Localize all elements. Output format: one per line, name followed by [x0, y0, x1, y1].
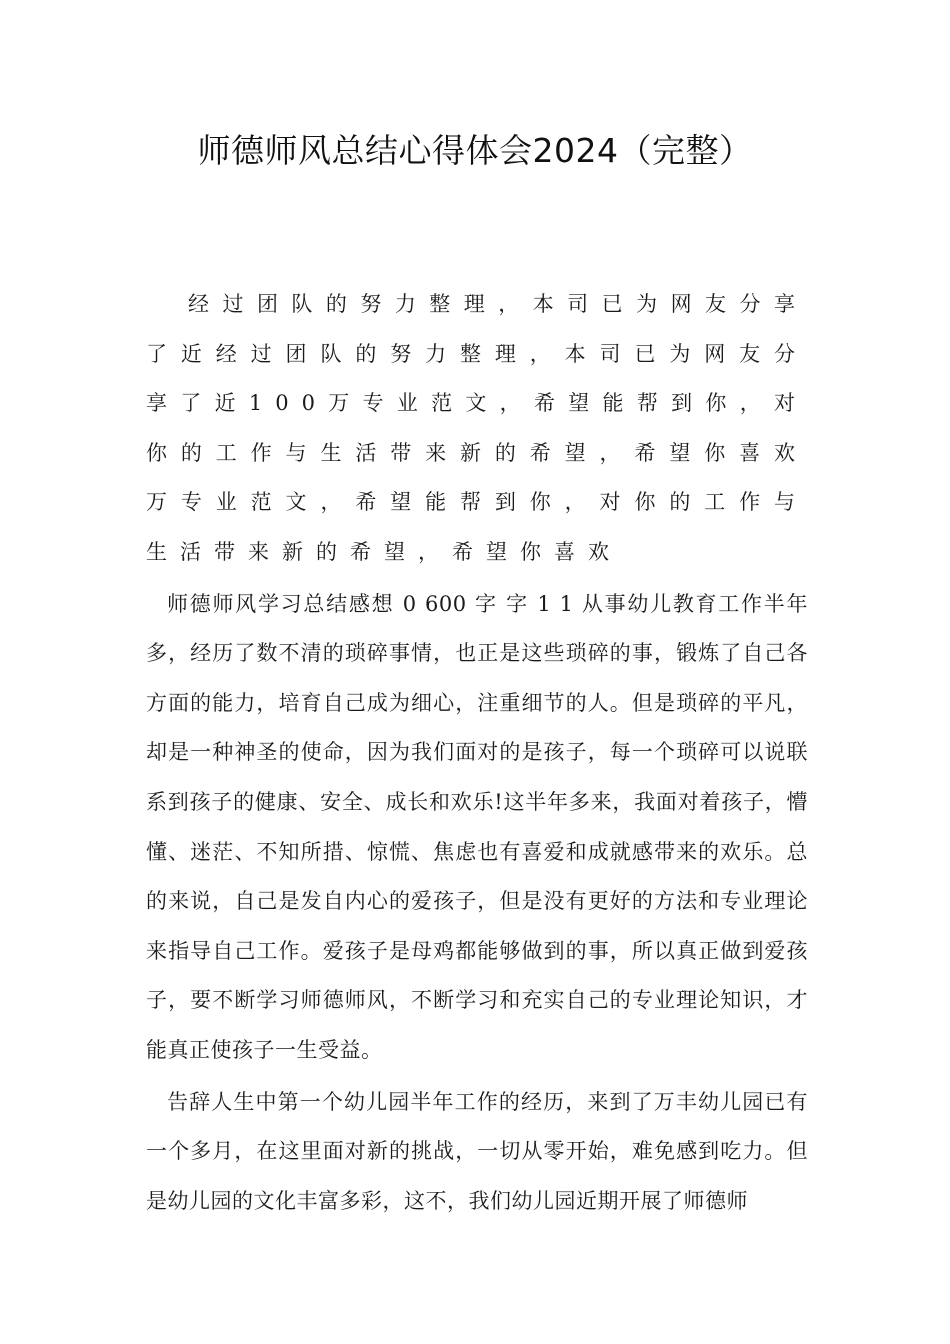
body-paragraph: 师德师风学习总结感想 0 600 字 字 1 1 从事幼儿教育工作半年多，经历了数不清的琐碎事情，也正是这些琐碎的事，锻炼了自己各方面的能力，培育自己成为细心，注重细节的人。但是琐碎的平凡，却是一种神圣的使命，因为我们面对的是孩子，每一个琐碎可以说联系到孩子的健康、安全、成长和欢乐!这半年多来，我面对着孩子，懵懂、迷茫、不知所措、惊慌、焦虑也有喜爱和成就感带来的欢乐。总的来说，自己是发自内心的爱孩子，但是没有更好的方法和专业理论来指导自己工作。爱孩子是母鸡都能够做到的事，所以真正做到爱孩子，要不断学习师德师风，不断学习和充实自己的专业理论知识，才能真正使孩子一生受益。 [146, 591, 808, 1062]
document-title: 师德师风总结心得体会2024（完整） [197, 131, 753, 170]
intro-paragraph: 经过团队的努力整理，本司已为网友分享了近经过团队的努力整理，本司已为网友分享了近100万专业范文，希望能帮到你，对你的工作与生活带来新的希望，希望你喜欢万专业范文，希望能帮到你，对你的工作与生活带来新的希望，希望你喜欢 [146, 292, 808, 564]
document-body [146, 280, 808, 1228]
body-paragraph: 告辞人生中第一个幼儿园半年工作的经历，来到了万丰幼儿园已有一个多月，在这里面对新的挑战，一切从零开始，难免感到吃力。但是幼儿园的文化丰富多彩，这不，我们幼儿园近期开展了师德师 [146, 1089, 808, 1213]
